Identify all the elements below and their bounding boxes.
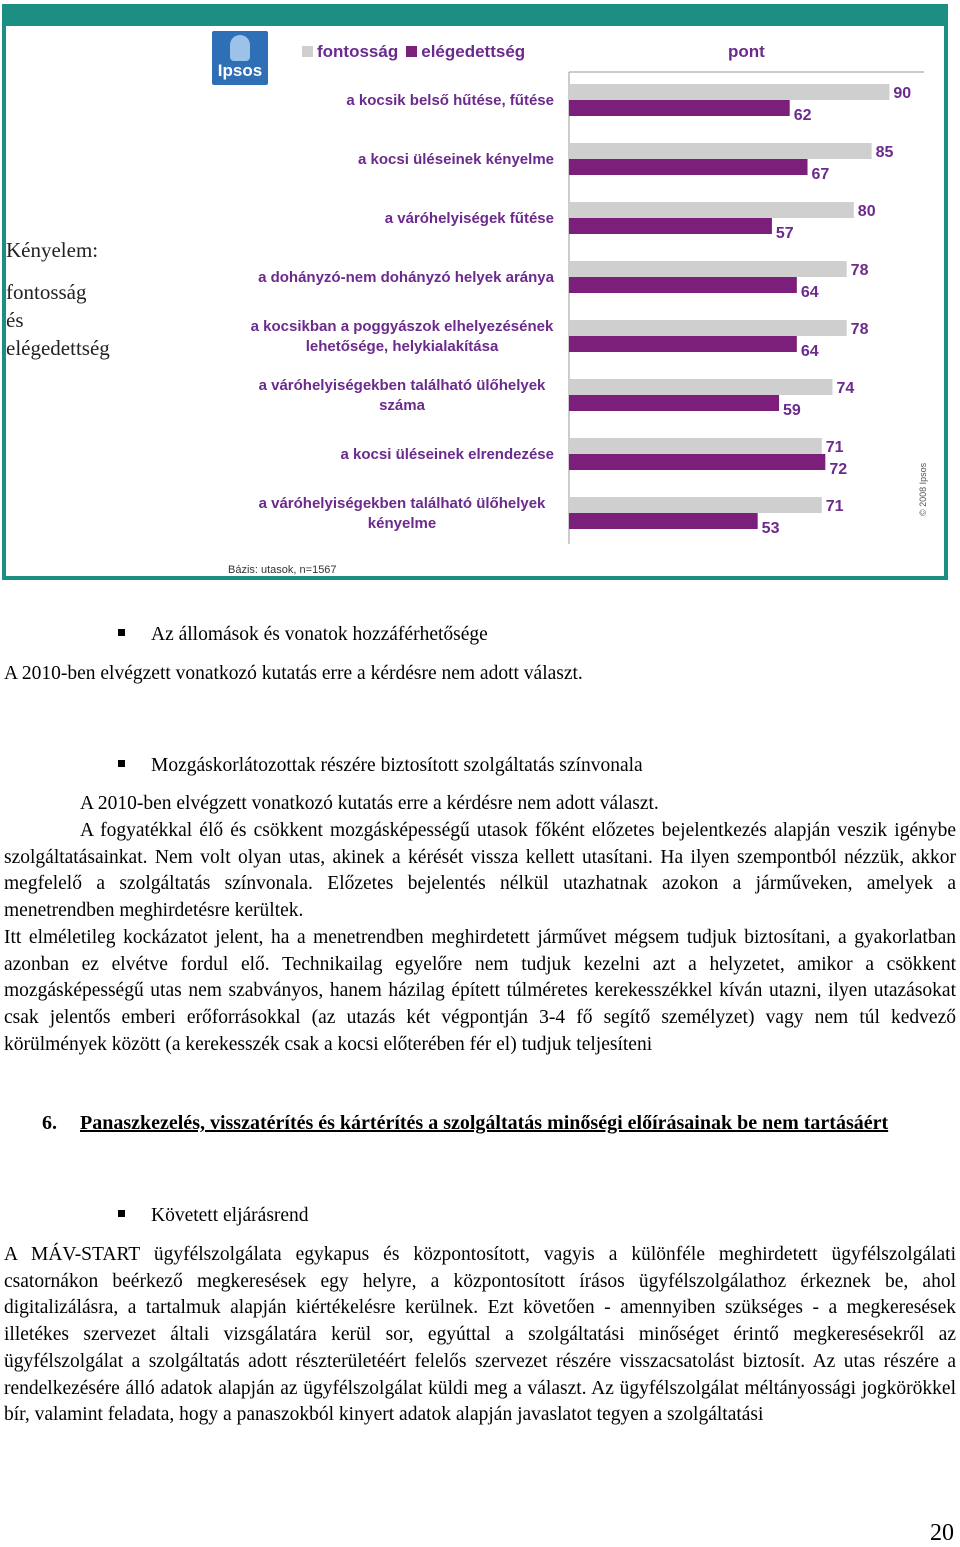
bullet-reduced-mobility — [118, 753, 643, 779]
category-label: száma — [379, 397, 425, 414]
side-title-line: és — [6, 308, 24, 332]
page-number: 20 — [930, 1520, 954, 1546]
bar-importance — [569, 497, 822, 513]
value-label-importance: 78 — [850, 321, 869, 338]
paragraph-reduced-mobility: A fogyatékkal élő és csökkent mozgásképességű utasok főként előzetes bejelentkezés alapján veszik igénybe szolgáltatásainkat. Nem volt olyan utas, akinek a kérését vissza kellett utasítani. Ha ilyen szempontból nézzük, akkor megfelelő a szolgáltatás színvonala. Előzetes bejelentés nélkül utazhatnak azokon a járműveken, amelyek a menetrendben meghirdetésre kerültek. — [4, 820, 956, 922]
chart-figure — [2, 4, 948, 580]
unit-label: pont — [728, 42, 765, 61]
bar-chart — [6, 26, 944, 576]
copyright-note: © 2008 Ipsos — [918, 462, 928, 516]
bullet-square-icon — [118, 629, 125, 636]
bullet-text: Az állomások és vonatok hozzáférhetősége — [151, 624, 488, 645]
category-label: a kocsik belső hűtése, fűtése — [346, 92, 554, 109]
bar-satisfaction — [569, 395, 779, 411]
bar-satisfaction — [569, 159, 808, 175]
value-label-satisfaction: 64 — [800, 284, 819, 301]
heading-number: 6. — [42, 1112, 57, 1134]
category-label: a kocsi üléseinek kényelme — [358, 151, 554, 168]
value-label-satisfaction: 72 — [829, 461, 848, 478]
logo-text: Ipsos — [217, 61, 263, 80]
category-label: a váróhelyiségekben található ülőhelyek — [258, 495, 546, 512]
category-label: lehetősége, helykialakítása — [305, 338, 499, 355]
value-label-satisfaction: 57 — [775, 225, 794, 242]
bullet-square-icon — [118, 1210, 125, 1217]
bullet-text: Követett eljárásrend — [151, 1205, 309, 1226]
side-title-line: elégedettség — [6, 336, 110, 360]
bullet-accessibility — [118, 622, 488, 648]
bar-satisfaction — [569, 513, 758, 529]
bullet-procedure — [118, 1203, 309, 1229]
bullet-square-icon — [118, 760, 125, 767]
side-title-line: fontosság — [6, 280, 87, 304]
value-label-satisfaction: 67 — [811, 166, 830, 183]
bar-satisfaction — [569, 218, 772, 234]
value-label-satisfaction: 64 — [800, 343, 819, 360]
bar-importance — [569, 202, 854, 218]
bar-satisfaction — [569, 277, 797, 293]
category-label: kényelme — [367, 515, 437, 532]
bar-importance — [569, 261, 847, 277]
bar-satisfaction — [569, 454, 825, 470]
paragraph-no-answer-1: A 2010-ben elvégzett vonatkozó kutatás erre a kérdésre nem adott választ. — [4, 663, 583, 684]
value-label-importance: 74 — [836, 380, 855, 397]
bar-satisfaction — [569, 336, 797, 352]
bar-importance — [569, 84, 889, 100]
value-label-importance: 85 — [875, 144, 894, 161]
value-label-satisfaction: 62 — [793, 107, 812, 124]
value-label-importance: 71 — [825, 498, 844, 515]
bar-importance — [569, 143, 872, 159]
bar-satisfaction — [569, 100, 790, 116]
bar-importance — [569, 379, 832, 395]
value-label-satisfaction: 53 — [761, 520, 780, 537]
heading-text: Panaszkezelés, visszatérítés és kártérítés a szolgáltatás minőségi előírásainak be nem tartásáért — [80, 1112, 889, 1134]
bar-importance — [569, 438, 822, 454]
base-note: Bázis: utasok, n=1567 — [228, 564, 337, 576]
value-label-satisfaction: 59 — [783, 402, 801, 419]
legend-satisfaction: elégedettség — [421, 42, 526, 61]
value-label-importance: 90 — [893, 85, 912, 102]
section-heading — [42, 1103, 956, 1143]
category-label: a kocsi üléseinek elrendezése — [340, 446, 554, 463]
paragraph-no-answer-2: A 2010-ben elvégzett vonatkozó kutatás erre a kérdésre nem adott választ. — [80, 793, 659, 814]
category-label: a váróhelyiségekben található ülőhelyek — [258, 377, 546, 394]
side-title-line: Kényelem: — [6, 238, 99, 262]
bullet-text: Mozgáskorlátozottak részére biztosított szolgáltatás színvonala — [151, 755, 643, 776]
category-label: a váróhelyiségek fűtése — [384, 210, 554, 227]
bar-importance — [569, 320, 847, 336]
value-label-importance: 78 — [850, 262, 869, 279]
category-label: a dohányzó-nem dohányzó helyek aránya — [258, 269, 554, 286]
paragraph-procedure: A MÁV-START ügyfélszolgálata egykapus és központosított, vagyis a különféle meghirdetett ügyfélszolgálati csatornákon beérkező megkeresések egy helyre, a központosított írásos ügyfélszolgálathoz érkeznek be, ahol digitalizálásra, a tartalmuk alapján kiértékelésre kerülnek. Ezt követően - amennyiben szükséges - a megkeresések illetékes szervezet általi vizsgálatára kerül sor, egyúttal a szolgáltatási minőséget érintő megkeresésekről az ügyfélszolgálat a szolgáltatás adott részterületéért felelős szervezet részére visszacsatolást biztosít. Az utas részére a rendelkezésére álló adatok alapján az ügyfélszolgálat küldi meg a választ. Az ügyfélszolgálat méltányossági jogkörökkel bír, valamint feladata, hogy a panaszokból kinyert adatok alapján javaslatot tegyen a szolgáltatási — [4, 1244, 956, 1426]
category-label: a kocsikban a poggyászok elhelyezésének — [250, 318, 554, 335]
paragraph-risk: Itt elméletileg kockázatot jelent, ha a menetrendben meghirdetett járművet mégsem tudjuk biztosítani, a gyakorlatban azonban ez elvétve fordul elő. Technikailag egyelőre nem tudjuk kezelni azt a helyzetet, amikor a csökkent mozgásképességű utas nem szabványos, hanem házilag épített túlméretes kerekesszékkel kíván utazni, ilyen utazásokat csak jelentős emberi erőforrásokkal (az utazás két végpontján 3-4 fő segítő személyzet) vagy nem túl kedvező körülmények között (a kerekesszék csak a kocsi előterében fér el) tudjuk teljesíteni — [4, 927, 956, 1055]
legend-importance: fontosság — [317, 42, 399, 61]
value-label-importance: 71 — [825, 439, 844, 456]
value-label-importance: 80 — [857, 203, 876, 220]
